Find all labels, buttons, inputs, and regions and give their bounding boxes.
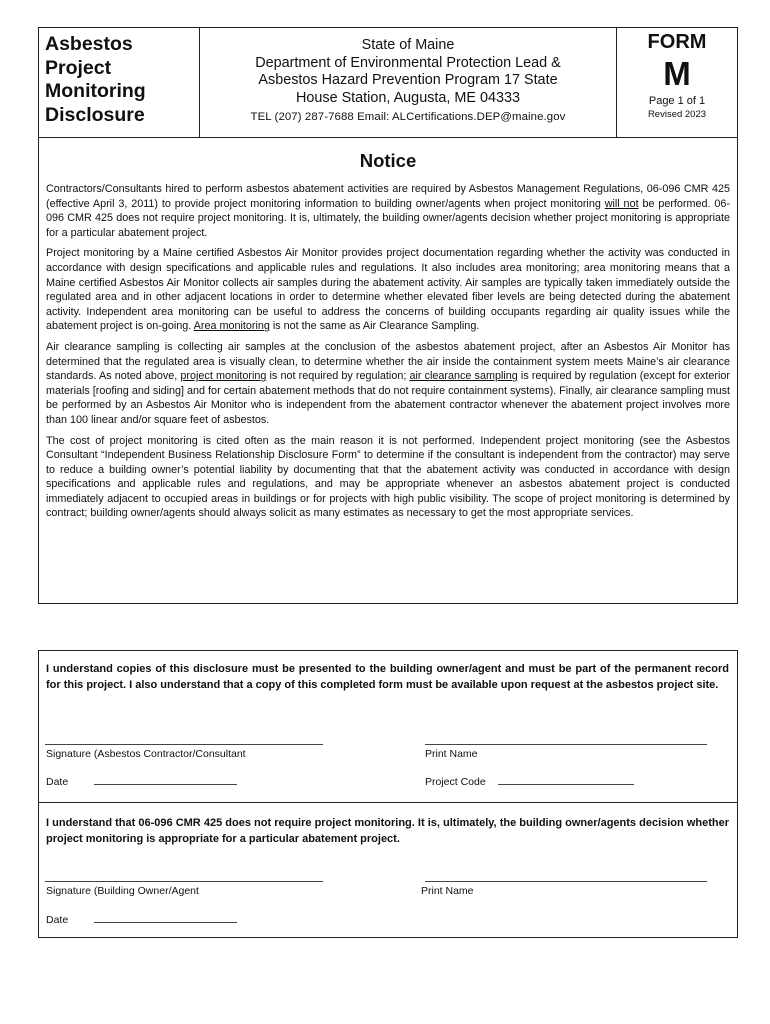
revision-date: Revised 2023	[647, 109, 707, 120]
owner-acknowledgement	[38, 802, 738, 938]
agency-line: State of Maine	[361, 37, 455, 53]
form-title-line: Asbestos	[45, 33, 133, 55]
form-title-line: Project	[45, 56, 112, 79]
underlined-text: project monitoring	[180, 370, 267, 383]
text-run: is not the same as Air Clearance Sampling.	[269, 320, 480, 333]
project-code-label: Project Code	[425, 776, 486, 788]
text-run: be performed. 06-096 CMR 425 does not require project monitoring. It is, ultimately, the building owner/agents decision whether project monitoring is appropriate for a particular abatement project.	[46, 197, 730, 239]
contractor-print-name-field[interactable]	[425, 744, 707, 745]
owner-date-row	[46, 913, 237, 926]
agency-line: Department of Environmental Protection Lead &	[255, 54, 561, 71]
agency-address	[200, 28, 617, 137]
form-header	[39, 28, 737, 138]
owner-date-field[interactable]	[94, 913, 237, 923]
underlined-text: air clearance sampling	[409, 370, 518, 383]
owner-print-name-label: Print Name	[421, 885, 474, 897]
contractor-acknowledgement	[38, 650, 738, 803]
notice-body	[39, 182, 737, 521]
owner-date-label: Date	[46, 914, 69, 926]
text-run: Contractors/Consultants hired to perform asbestos abatement activities are required by Asbestos Management Regulations, 06-096 CMR 425 (effective April 3, 2011) to provide project monitoring information to building owner/agents when project monitoring	[46, 183, 730, 210]
project-code-row	[425, 775, 634, 788]
underlined-text: Area monitoring	[193, 320, 270, 333]
form-title-line: Disclosure	[45, 103, 145, 126]
contractor-signature-field[interactable]	[45, 744, 323, 745]
agency-line: House Station, Augusta, ME 04333	[295, 89, 520, 106]
contractor-signature-label: Signature (Asbestos Contractor/Consultant	[46, 748, 246, 760]
contractor-date-field[interactable]	[94, 775, 237, 785]
form-letter: M	[663, 55, 691, 92]
agency-contact: TEL (207) 287-7688 Email: ALCertifications.DEP@maine.gov	[250, 111, 566, 124]
notice-box	[38, 27, 738, 604]
text-run: Project monitoring by a Maine certified Asbestos Air Monitor provides project documentation regarding whether the activity was conducted in accordance with design specifications and applicable rules and regulations. It also includes area monitoring; area monitoring means that a Maine certified Asbestos Air Monitor collects air samples during the abatement activity. Air samples are typically taken immediately outside the regulated area and in other adjacent locations in order to determine whether elevated fiber levels are being detected during the abatement activity. Independent area monitoring can be useful to address the concerns of building occupants regarding air quality issues while the abatement project is on-going.	[46, 247, 730, 333]
text-run: is required by regulation (except for exterior materials [roofing and siding] and for certain abatement methods that do not require containment systems). Finally, air clearance sampling must be performed by an Asbestos Air Monitor who is independent from the abatement contractor whenever the abatement project involves more than 100 linear and/or square feet of asbestos.	[46, 370, 730, 426]
form-id-block	[617, 28, 737, 137]
underlined-text: will not	[604, 197, 639, 210]
notice-paragraph	[46, 246, 730, 334]
contractor-date-row	[46, 775, 237, 788]
notice-paragraph	[46, 340, 730, 428]
text-run: is not required by regulation;	[266, 370, 410, 383]
agency-line: Asbestos Hazard Prevention Program 17 State	[258, 72, 558, 89]
contractor-date-label: Date	[46, 776, 69, 788]
contractor-print-name-label: Print Name	[425, 748, 478, 760]
form-title	[39, 28, 200, 137]
contractor-statement: I understand copies of this disclosure must be presented to the building owner/agent and must be part of the permanent record for this project. I also understand that a copy of this completed form must be available upon request at the asbestos project site.	[46, 663, 729, 691]
form-title-line: Monitoring	[45, 80, 146, 102]
owner-statement: I understand that 06-096 CMR 425 does not require project monitoring. It is, ultimately, the building owner/agents decision whether project monitoring is appropriate for a particular abatement project.	[46, 817, 729, 845]
notice-paragraph	[46, 182, 730, 240]
form-label: FORM	[647, 31, 707, 53]
page-number: Page 1 of 1	[648, 95, 706, 107]
owner-signature-label: Signature (Building Owner/Agent	[46, 885, 199, 897]
text-run: Air clearance sampling is collecting air samples at the conclusion of the asbestos abatement project, after an Asbestos Air Monitor has determined that the regulated area is visually clean, to determine whether the air inside the containment system meets Maine’s air clearance standards. As noted above,	[46, 340, 730, 383]
project-code-field[interactable]	[498, 775, 634, 785]
notice-title: Notice	[359, 150, 417, 171]
notice-paragraph: The cost of project monitoring is cited often as the main reason it is not performed. Independent project monitoring (see the Asbestos Consultant “Independent Business Relationship Disclosure Form” to determine if the consultant is independent from the contractor) may serve to reduce a building owner’s potential liability by documenting that that the abatement activity was conducted in accordance with design specifications and applicable rules and regulations, and may be appropriate whenever an asbestos abatement project is conducted immediately adjacent to occupied areas in buildings or for projects with high public visibility. The scope of project monitoring is determined by contract; building owner/agents should always solicit as many estimates as necessary to get the most appropriate services.	[46, 434, 730, 520]
owner-print-name-field[interactable]	[425, 881, 707, 882]
owner-signature-field[interactable]	[45, 881, 323, 882]
